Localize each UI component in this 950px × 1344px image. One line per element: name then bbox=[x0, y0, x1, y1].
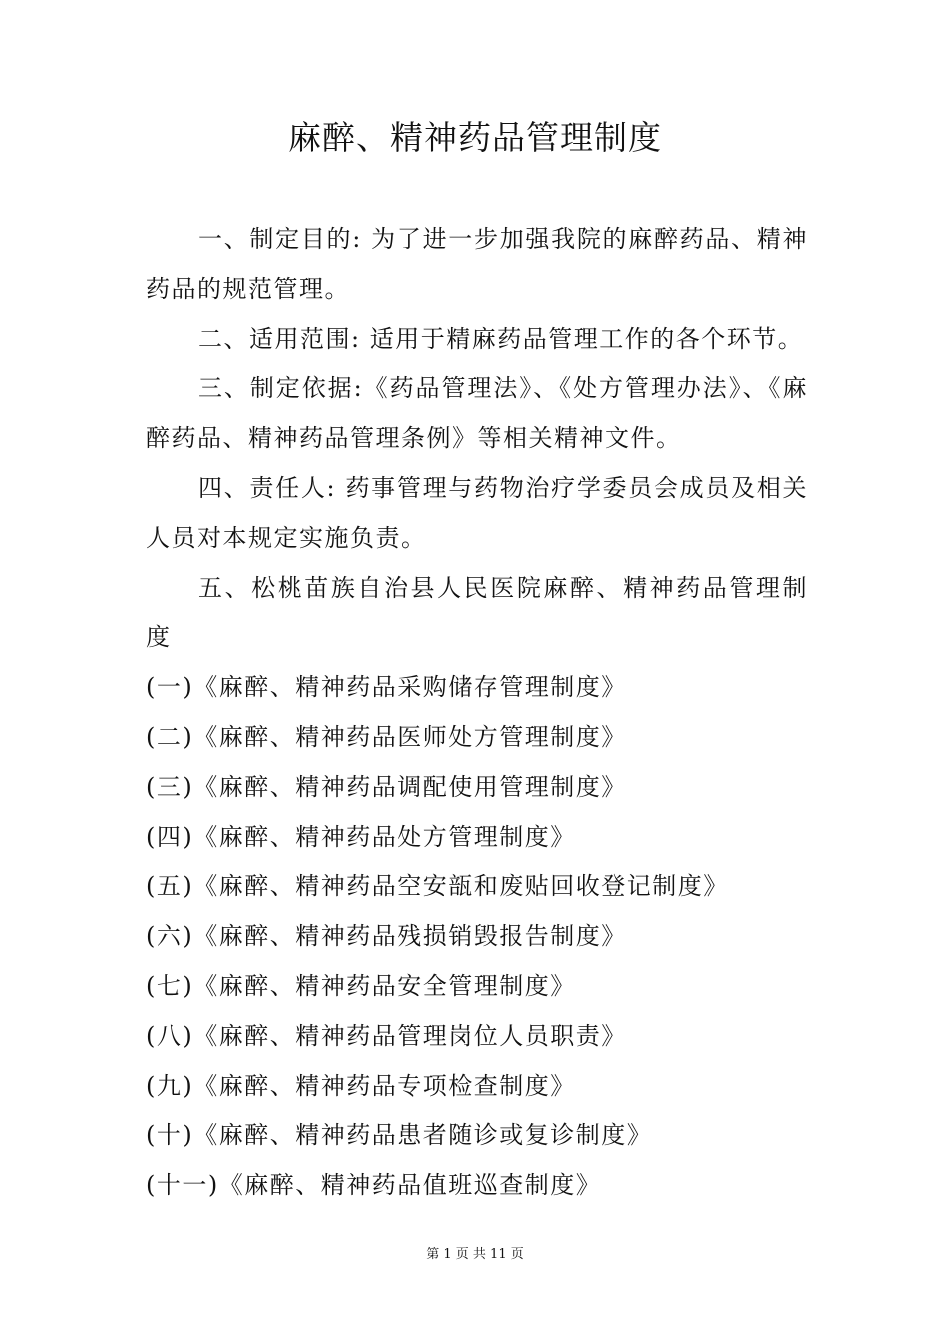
document-title: 麻醉、精神药品管理制度 bbox=[288, 118, 662, 157]
paragraph-basis: 三、制定依据:《药品管理法》、《处方管理办法》、《麻醉药品、精神药品管理条例》等相关精神文件。 bbox=[146, 374, 808, 453]
paragraph-regulations-heading: 五、松桃苗族自治县人民医院麻醉、精神药品管理制度 bbox=[146, 573, 808, 652]
list-item: (八)《麻醉、精神药品管理岗位人员职责》 bbox=[146, 1021, 627, 1050]
list-item: (六)《麻醉、精神药品残损销毁报告制度》 bbox=[146, 922, 627, 951]
paragraph-responsible: 四、责任人: 药事管理与药物治疗学委员会成员及相关人员对本规定实施负责。 bbox=[146, 473, 808, 552]
paragraph-scope: 二、适用范围: 适用于精麻药品管理工作的各个环节。 bbox=[198, 324, 804, 353]
list-item: (二)《麻醉、精神药品医师处方管理制度》 bbox=[146, 722, 627, 751]
list-item: (十)《麻醉、精神药品患者随诊或复诊制度》 bbox=[146, 1121, 653, 1150]
list-item: (四)《麻醉、精神药品处方管理制度》 bbox=[146, 822, 576, 851]
document-body bbox=[146, 215, 808, 1211]
list-item: (十一)《麻醉、精神药品值班巡查制度》 bbox=[146, 1171, 602, 1200]
list-item: (一)《麻醉、精神药品采购储存管理制度》 bbox=[146, 673, 627, 702]
list-item: (九)《麻醉、精神药品专项检查制度》 bbox=[146, 1071, 576, 1100]
page-footer: 第 1 页 共 11 页 bbox=[426, 1247, 524, 1262]
list-item: (三)《麻醉、精神药品调配使用管理制度》 bbox=[146, 772, 627, 801]
list-item: (七)《麻醉、精神药品安全管理制度》 bbox=[146, 971, 576, 1000]
paragraph-purpose: 一、制定目的: 为了进一步加强我院的麻醉药品、精神药品的规范管理。 bbox=[146, 225, 808, 303]
list-item: (五)《麻醉、精神药品空安瓿和废贴回收登记制度》 bbox=[146, 872, 729, 901]
